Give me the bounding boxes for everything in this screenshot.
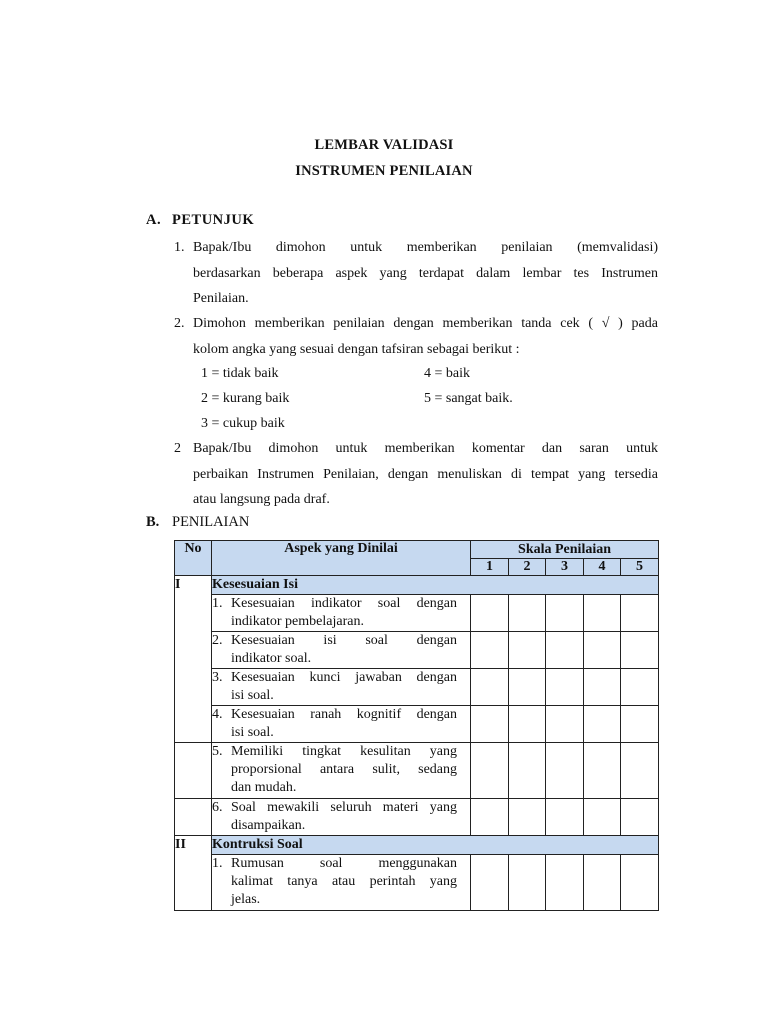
scale-legend-5: 5 = sangat baik.	[424, 391, 513, 406]
scale-legend-1: 1 = tidak baik	[201, 366, 279, 381]
scale-legend-2: 2 = kurang baik	[201, 391, 290, 406]
rating-cell[interactable]	[509, 706, 546, 743]
item-text: kalimat tanya atau perintah yang	[231, 874, 457, 889]
rating-cell[interactable]	[621, 632, 659, 669]
item-text: Soal mewakili seluruh materi yang	[231, 800, 457, 815]
section-a-heading	[146, 212, 254, 229]
instruction-line: Bapak/Ibu dimohon untuk memberikan penilaian (memvalidasi)	[193, 240, 658, 255]
rating-cell[interactable]	[584, 743, 621, 799]
item-text: Kesesuaian indikator soal dengan	[231, 596, 457, 611]
section-a-letter: A.	[146, 212, 162, 228]
col-header-skala: Skala Penilaian	[471, 541, 659, 559]
item-text: isi soal.	[231, 725, 274, 740]
item-text: disampaikan.	[231, 818, 306, 833]
rating-cell[interactable]	[509, 595, 546, 632]
rating-cell[interactable]	[471, 669, 509, 706]
item-number: 2.	[212, 633, 223, 648]
rating-cell[interactable]	[546, 706, 584, 743]
table-row	[175, 855, 659, 911]
table-row	[175, 632, 659, 669]
rating-cell[interactable]	[584, 595, 621, 632]
section-b-heading	[146, 514, 249, 531]
item-text: indikator soal.	[231, 651, 312, 666]
rating-cell[interactable]	[471, 799, 509, 836]
instruction-line: perbaikan Instrumen Penilaian, dengan menuliskan di tempat yang tersedia	[193, 466, 658, 482]
rating-cell[interactable]	[621, 669, 659, 706]
empty-number-cell	[175, 799, 212, 836]
document-subtitle: INSTRUMEN PENILAIAN	[295, 163, 473, 179]
section-b-title: PENILAIAN	[172, 514, 250, 530]
document-title: LEMBAR VALIDASI	[314, 137, 454, 153]
scale-header-1: 1	[471, 559, 509, 576]
rating-cell[interactable]	[471, 855, 509, 911]
item-text: Kesesuaian ranah kognitif dengan	[231, 707, 457, 722]
scale-header-2: 2	[509, 559, 546, 576]
rating-cell[interactable]	[546, 669, 584, 706]
item-text: jelas.	[231, 892, 261, 907]
item-number: 1.	[212, 856, 223, 871]
instruction-line: kolom angka yang sesuai dengan tafsiran sebagai berikut :	[193, 341, 520, 357]
group-label: Kontruksi Soal	[212, 836, 659, 855]
rating-cell[interactable]	[509, 855, 546, 911]
rating-cell[interactable]	[509, 743, 546, 799]
group-number: I	[175, 576, 212, 743]
item-text: isi soal.	[231, 688, 274, 703]
table-row	[175, 706, 659, 743]
instruction-line: atau langsung pada draf.	[193, 492, 330, 507]
rating-cell[interactable]	[471, 743, 509, 799]
rating-cell[interactable]	[621, 706, 659, 743]
item-number: 1.	[212, 596, 223, 611]
table-row	[175, 743, 659, 799]
instruction-number: 2	[174, 441, 181, 456]
section-a-title: PETUNJUK	[172, 212, 255, 228]
instruction-line: Bapak/Ibu dimohon untuk memberikan komentar dan saran untuk	[193, 441, 658, 456]
scale-legend-3: 3 = cukup baik	[201, 416, 285, 431]
item-text: Rumusan soal menggunakan	[231, 856, 457, 871]
item-text: Kesesuaian isi soal dengan	[231, 633, 457, 648]
instruction-item-3	[174, 436, 658, 513]
empty-number-cell	[175, 743, 212, 799]
item-text: Kesesuaian kunci jawaban dengan	[231, 670, 457, 685]
rating-cell[interactable]	[621, 595, 659, 632]
instruction-line: Dimohon memberikan penilaian dengan memberikan tanda cek ( √ ) pada	[193, 316, 658, 331]
rating-cell[interactable]	[621, 855, 659, 911]
instruction-line: Penilaian.	[193, 291, 249, 306]
item-text: proporsional antara sulit, sedang	[231, 762, 457, 777]
group-label: Kesesuaian Isi	[212, 576, 659, 595]
rating-cell[interactable]	[584, 632, 621, 669]
table-row	[175, 595, 659, 632]
item-number: 6.	[212, 800, 223, 815]
rating-cell[interactable]	[509, 632, 546, 669]
item-number: 4.	[212, 707, 223, 722]
rating-cell[interactable]	[509, 669, 546, 706]
scale-legend-4: 4 = baik	[424, 366, 470, 381]
scale-header-4: 4	[584, 559, 621, 576]
instruction-number: 2.	[174, 316, 185, 331]
rating-cell[interactable]	[584, 855, 621, 911]
scale-header-5: 5	[621, 559, 659, 576]
item-text: indikator pembelajaran.	[231, 614, 364, 629]
rating-cell[interactable]	[471, 632, 509, 669]
rating-cell[interactable]	[584, 706, 621, 743]
rating-cell[interactable]	[471, 595, 509, 632]
group-number: II	[175, 836, 212, 911]
rating-cell[interactable]	[621, 743, 659, 799]
table-row	[175, 799, 659, 836]
instruction-item-1	[174, 235, 658, 312]
validation-table	[174, 540, 659, 911]
section-b-letter: B.	[146, 514, 160, 530]
item-text: dan mudah.	[231, 780, 297, 795]
rating-cell[interactable]	[584, 669, 621, 706]
table-row	[175, 669, 659, 706]
col-header-no: No	[175, 541, 212, 576]
rating-cell[interactable]	[471, 706, 509, 743]
rating-cell[interactable]	[546, 799, 584, 836]
instruction-number: 1.	[174, 240, 185, 255]
rating-cell[interactable]	[546, 632, 584, 669]
rating-cell[interactable]	[546, 855, 584, 911]
rating-cell[interactable]	[584, 799, 621, 836]
item-number: 5.	[212, 744, 223, 759]
rating-cell[interactable]	[546, 595, 584, 632]
rating-cell[interactable]	[546, 743, 584, 799]
col-header-aspek: Aspek yang Dinilai	[212, 541, 471, 576]
scale-header-3: 3	[546, 559, 584, 576]
item-number: 3.	[212, 670, 223, 685]
rating-cell[interactable]	[509, 799, 546, 836]
item-text: Memiliki tingkat kesulitan yang	[231, 744, 457, 759]
instruction-line: berdasarkan beberapa aspek yang terdapat dalam lembar tes Instrumen	[193, 265, 658, 281]
rating-cell[interactable]	[621, 799, 659, 836]
instruction-item-2	[174, 311, 658, 362]
